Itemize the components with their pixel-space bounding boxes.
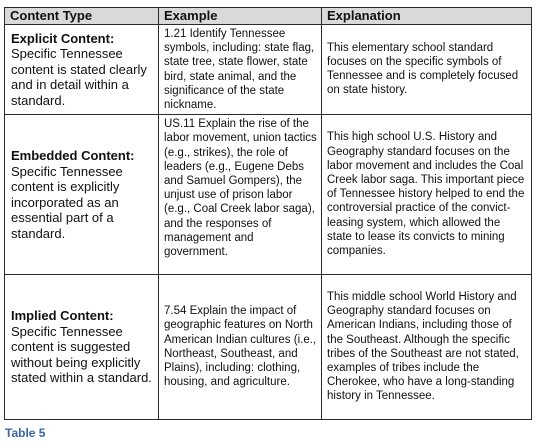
content-type-cell xyxy=(5,25,159,115)
header-content-type: Content Type xyxy=(5,8,159,25)
example-cell: 7.54 Explain the impact of geographic features on North American Indian cultures (i.e., Northeast, Southeast, and Plains), including: clothing, housing, and agriculture. xyxy=(159,275,322,420)
table-caption: Table 5 xyxy=(5,426,46,440)
content-type-cell xyxy=(5,115,159,275)
header-explanation: Explanation xyxy=(322,8,532,25)
table-header xyxy=(5,8,532,25)
content-type-table xyxy=(4,7,532,420)
table-row-implied xyxy=(5,275,532,420)
content-type-title: Embedded Content: xyxy=(11,148,135,164)
content-type-description: Specific Tennessee content is stated clearly and in detail within a standard. xyxy=(11,46,147,108)
content-type-title: Implied Content: xyxy=(11,308,114,324)
header-example: Example xyxy=(159,8,322,25)
table-body xyxy=(5,25,532,420)
content-type-cell xyxy=(5,275,159,420)
table-row-explicit xyxy=(5,25,532,115)
explanation-cell: This high school U.S. History and Geography standard focuses on the labor movement and includes the Coal Creek labor saga. This important piece of Tennessee history helped to end the controversial practice of the convict-leasing system, which allowed the state to lease its convicts to mining companies. xyxy=(322,115,532,275)
content-type-description: Specific Tennessee content is suggested without being explicitly stated within a standard. xyxy=(11,323,152,386)
example-cell: US.11 Explain the rise of the labor movement, union tactics (e.g., strikes), the role of leaders (e.g., Eugene Debs and Samuel Gompers), the unjust use of prison labor (e.g., Coal Creek labor saga), and the responses of management and government. xyxy=(159,115,322,275)
explanation-cell: This elementary school standard focuses on the specific symbols of Tennessee and is completely focused on state history. xyxy=(322,25,532,115)
explanation-cell: This middle school World History and Geography standard focuses on American Indians, including those of the Southeast. Although the specific tribes of the Southeast are not stated, examples of tribes include the Cherokee, who have a long-standing history in Tennessee. xyxy=(322,275,532,420)
content-type-description: Specific Tennessee content is explicitly incorporated as an essential part of a standard. xyxy=(11,163,123,241)
content-type-title: Explicit Content: xyxy=(11,30,115,46)
header-row xyxy=(5,8,532,25)
example-cell: 1.21 Identify Tennessee symbols, including: state flag, state tree, state flower, state bird, state animal, and the significance of the state nickname. xyxy=(159,25,322,115)
table-row-embedded xyxy=(5,115,532,275)
